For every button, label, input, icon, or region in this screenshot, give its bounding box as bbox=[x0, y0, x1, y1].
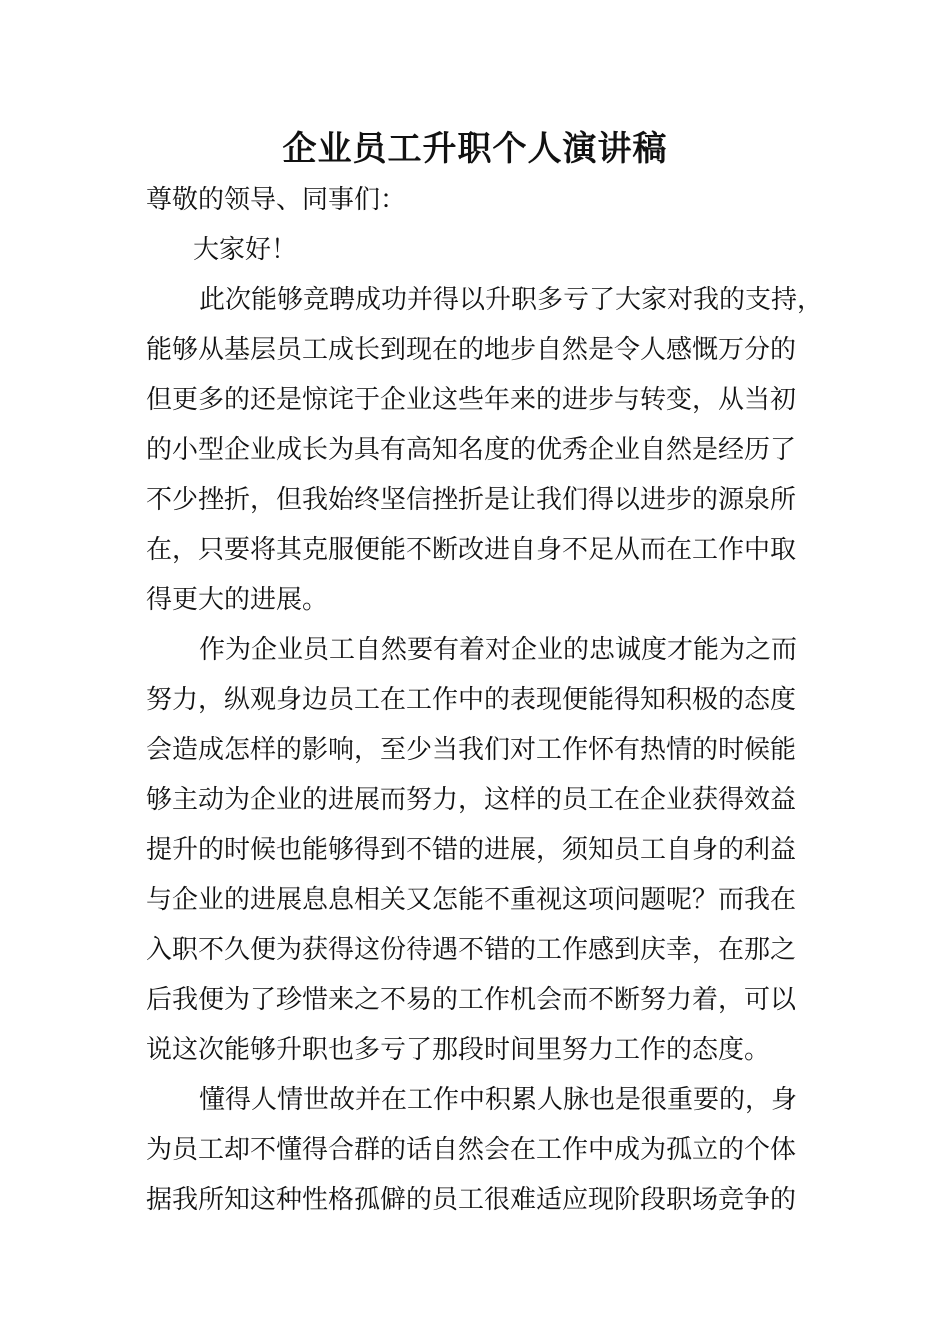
paragraph-line: 入职不久便为获得这份待遇不错的工作感到庆幸，在那之 bbox=[146, 935, 797, 965]
paragraph-line: 作为企业员工自然要有着对企业的忠诚度才能为之而 bbox=[199, 635, 798, 665]
paragraph-line: 提升的时候也能够得到不错的进展，须知员工自身的利益 bbox=[146, 835, 797, 865]
paragraph-line: 会造成怎样的影响，至少当我们对工作怀有热情的时候能 bbox=[146, 735, 797, 765]
paragraph-line: 在，只要将其克服便能不断改进自身不足从而在工作中取 bbox=[146, 535, 797, 565]
paragraph-line: 但更多的还是惊诧于企业这些年来的进步与转变，从当初 bbox=[146, 385, 797, 415]
paragraph-line: 能够从基层员工成长到现在的地步自然是令人感慨万分的 bbox=[146, 335, 797, 365]
paragraph-line: 努力，纵观身边员工在工作中的表现便能得知积极的态度 bbox=[146, 685, 797, 715]
document-title: 企业员工升职个人演讲稿 bbox=[282, 129, 668, 169]
paragraph-line: 据我所知这种性格孤僻的员工很难适应现阶段职场竞争的 bbox=[146, 1185, 797, 1215]
paragraph-line: 懂得人情世故并在工作中积累人脉也是很重要的，身 bbox=[199, 1085, 798, 1115]
paragraph-line: 与企业的进展息息相关又怎能不重视这项问题呢？而我在 bbox=[146, 885, 797, 915]
paragraph-line: 后我便为了珍惜来之不易的工作机会而不断努力着，可以 bbox=[146, 985, 797, 1015]
greeting-line: 大家好！ bbox=[193, 235, 298, 265]
paragraph-line: 此次能够竞聘成功并得以升职多亏了大家对我的支持， bbox=[199, 285, 824, 315]
salutation-line: 尊敬的领导、同事们： bbox=[146, 185, 407, 215]
paragraph-line: 够主动为企业的进展而努力，这样的员工在企业获得效益 bbox=[146, 785, 797, 815]
paragraph-line: 的小型企业成长为具有高知名度的优秀企业自然是经历了 bbox=[146, 435, 797, 465]
paragraph-line: 得更大的进展。 bbox=[146, 585, 329, 615]
paragraph-line: 为员工却不懂得合群的话自然会在工作中成为孤立的个体 bbox=[146, 1135, 797, 1165]
paragraph-line: 说这次能够升职也多亏了那段时间里努力工作的态度。 bbox=[146, 1035, 771, 1065]
paragraph-line: 不少挫折，但我始终坚信挫折是让我们得以进步的源泉所 bbox=[146, 485, 797, 515]
